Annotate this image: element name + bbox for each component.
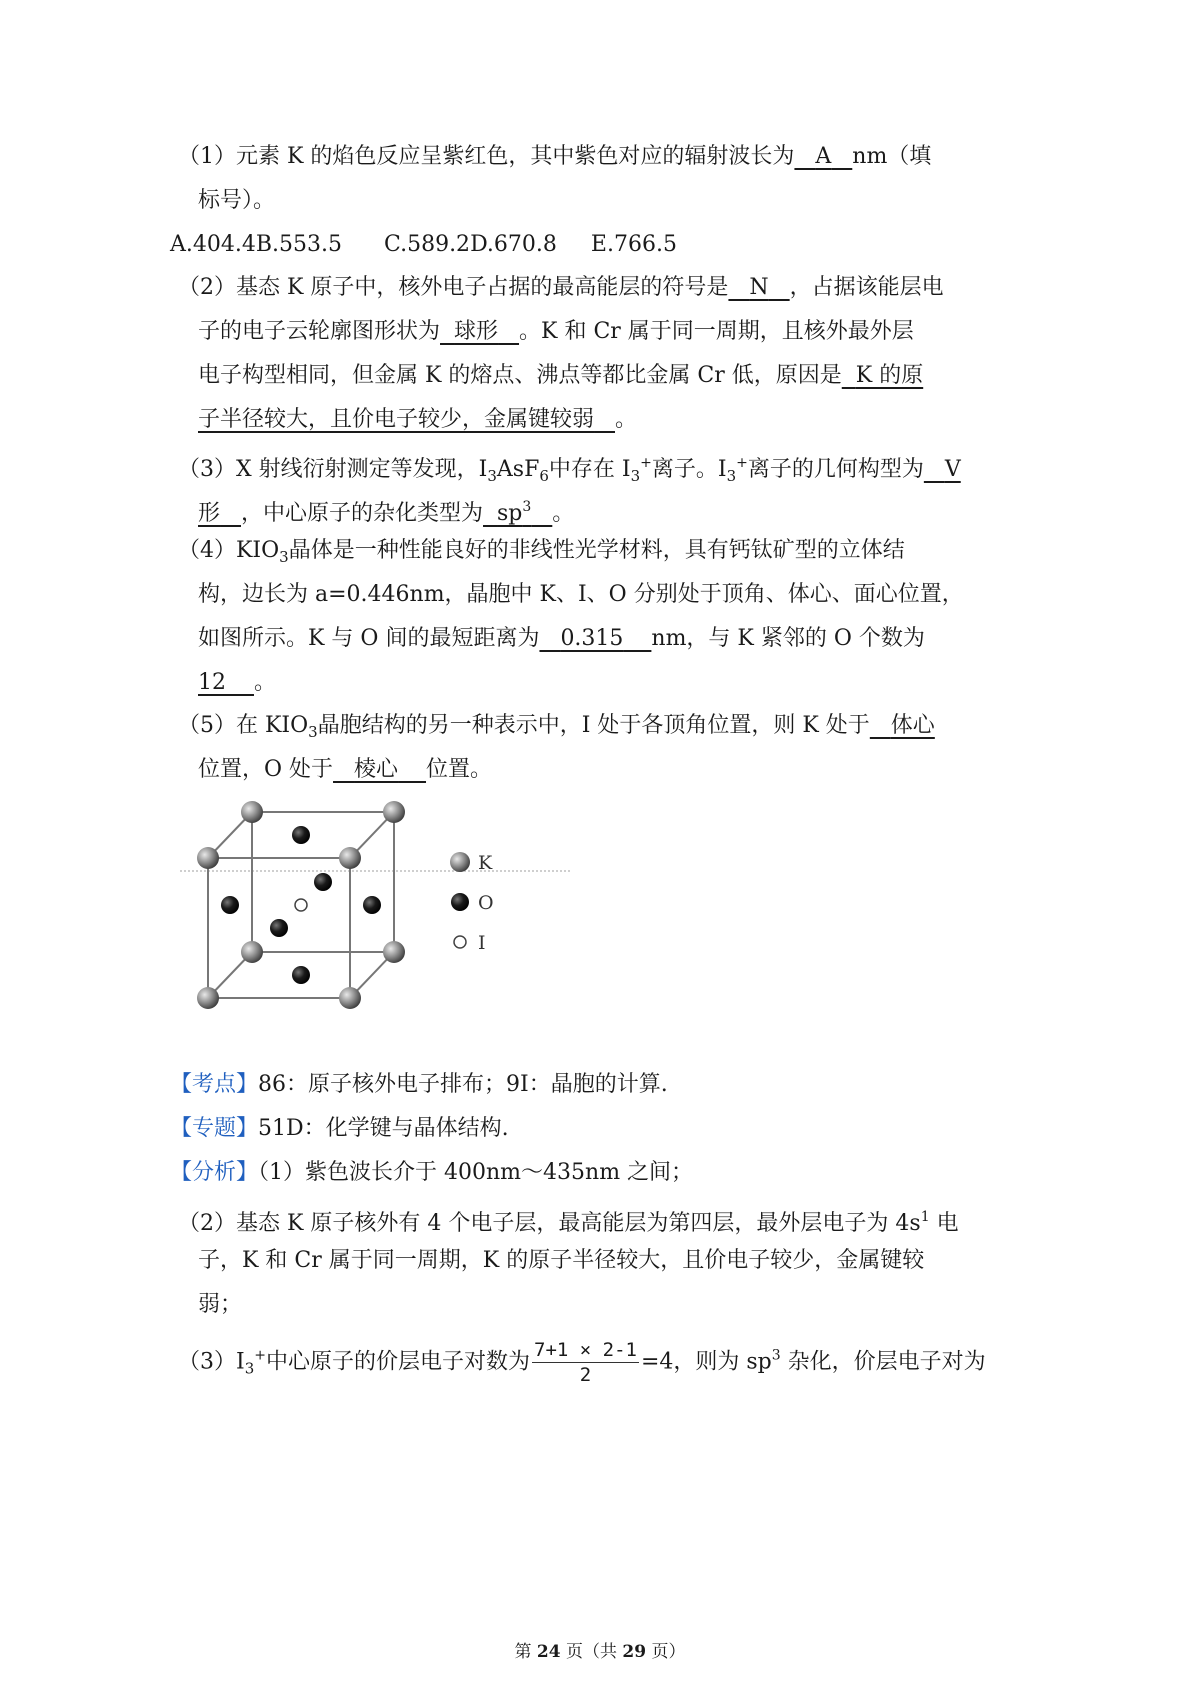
q2-line4: 子半径较大，且价电子较少，金属键较弱 。 (198, 407, 638, 432)
o-atom-left (221, 896, 239, 914)
option-b: B.553.5 (255, 232, 343, 257)
legend-o-swatch (451, 893, 469, 911)
legend-i-swatch (454, 936, 466, 948)
a2-line3: 弱； (198, 1292, 243, 1317)
o-atom-right (363, 896, 381, 914)
option-e: E.766.5 (590, 232, 677, 257)
q1-text-end: nm（填 (852, 144, 932, 169)
page-total: 29 (622, 1642, 647, 1662)
q2-line1: （2）基态 K 原子中，核外电子占据的最高能层的符号是 N ，占据该能层电 (178, 275, 944, 300)
kaodian-line: 【考点】86：原子核外电子排布；9I：晶胞的计算. (170, 1072, 668, 1097)
page-number: 24 (536, 1642, 561, 1662)
k-atom (197, 847, 219, 869)
q1-line1 (178, 142, 931, 172)
o-atom-front (270, 919, 288, 937)
q3-line2: 形 ，中心原子的杂化类型为 $sp^3$ 。 (198, 499, 575, 526)
o-atom-top (292, 826, 310, 844)
fenxi-line: 【分析】（1）紫色波长介于 400nm～435nm 之间； (170, 1160, 694, 1185)
legend-i-label: I (478, 932, 486, 954)
zhuanti-line: 【专题】51D：化学键与晶体结构. (170, 1116, 509, 1141)
q3-line1: （3）X 射线衍射测定等发现，$I_3AsF_6$中存在 $I_3^+$离子。$I_3^+$离子的几何构型为 V (178, 455, 961, 485)
k-atom (241, 801, 263, 823)
k-atom (383, 941, 405, 963)
option-d: D.670.8 (470, 232, 557, 257)
q3-answer-1a: V (944, 457, 961, 482)
q2-answer-1: N (749, 275, 769, 300)
q2-line2: 子的电子云轮廓图形状为 球形 。K 和 Cr 属于同一周期，且核外最外层 (198, 319, 914, 344)
legend-k-swatch (450, 852, 470, 872)
q4-answer-1: 0.315 (560, 626, 624, 651)
q2-answer-3a: K 的原 (855, 363, 924, 388)
valence-pair-fraction: $\frac{7+1 \times 2-1}{2}$ (534, 1339, 637, 1386)
q5-line1: （5）在 $KIO_3$晶胞结构的另一种表示中，I 处于各顶角位置，则 K 处于 体心 (178, 713, 935, 741)
q1-answer: A (815, 144, 832, 169)
q4-line3: 如图所示。K 与 O 间的最短距离为 0.315 nm，与 K 紧邻的 O 个数为 (198, 626, 925, 651)
k-atom (339, 847, 361, 869)
legend-o-label: O (478, 892, 494, 914)
q4-line2: 构，边长为 a=0.446nm，晶胞中 K、I、O 分别处于顶角、体心、面心位置， (198, 582, 964, 607)
q3-answer-2: $sp^3$ (497, 499, 532, 526)
q1-options (170, 230, 677, 260)
zhuanti-tag: 【专题】 (170, 1116, 259, 1141)
q5-answer-1: 体心 (890, 713, 935, 738)
a2-line1: （2）基态 K 原子核外有 4 个电子层，最高能层为第四层，最外层电子为 $4s^1$ 电 (178, 1209, 959, 1236)
o-atom-bottom (292, 966, 310, 984)
q1-line2: 标号）。 (198, 188, 276, 213)
option-a: A.404.4 (170, 232, 256, 257)
kaodian-tag: 【考点】 (170, 1072, 259, 1097)
atom-legend (450, 852, 494, 954)
q5-answer-2: 棱心 (354, 757, 399, 782)
q5-line2: 位置，O 处于 棱心 位置。 (198, 757, 493, 782)
legend-k-label: K (478, 852, 493, 874)
page-footer: 第 24 页（共 29 页） (514, 1642, 686, 1662)
q3-answer-1b: 形 (198, 501, 221, 526)
o-atom-back (314, 873, 332, 891)
k-atom (241, 941, 263, 963)
a3-line1: $(3)I_3^+$中心原子的价层电子对数为 $\frac{7+1 \times 2-1}{2}$ =4，则为 $sp^3$ 杂化，价层电子对为 (178, 1339, 986, 1386)
k-atom (197, 987, 219, 1009)
kio3-unit-cell-diagram (180, 790, 540, 1030)
q4-answer-2: 12 (198, 670, 226, 695)
q2-answer-2: 球形 (454, 319, 499, 344)
option-c: C.589.2 (384, 232, 471, 257)
a2-line2: 子，K 和 Cr 属于同一周期，K 的原子半径较大，且价电子较少，金属键较 (198, 1248, 925, 1273)
q1-text: （1）元素 K 的焰色反应呈紫红色，其中紫色对应的辐射波长为 (178, 144, 795, 169)
k-atom (383, 801, 405, 823)
i-atom-center (295, 899, 307, 911)
q4-line1: $(4)KIO_3$晶体是一种性能良好的非线性光学材料，具有钙钛矿型的立体结 (178, 538, 905, 566)
q2-answer-3b: 子半径较大，且价电子较少，金属键较弱 (198, 407, 595, 432)
k-atom (339, 987, 361, 1009)
fenxi-tag: 【分析】 (170, 1160, 259, 1185)
q4-line4: 12 。 (198, 670, 276, 695)
q2-line3: 电子构型相同，但金属 K 的熔点、沸点等都比金属 Cr 低，原因是 K 的原 (198, 363, 924, 388)
